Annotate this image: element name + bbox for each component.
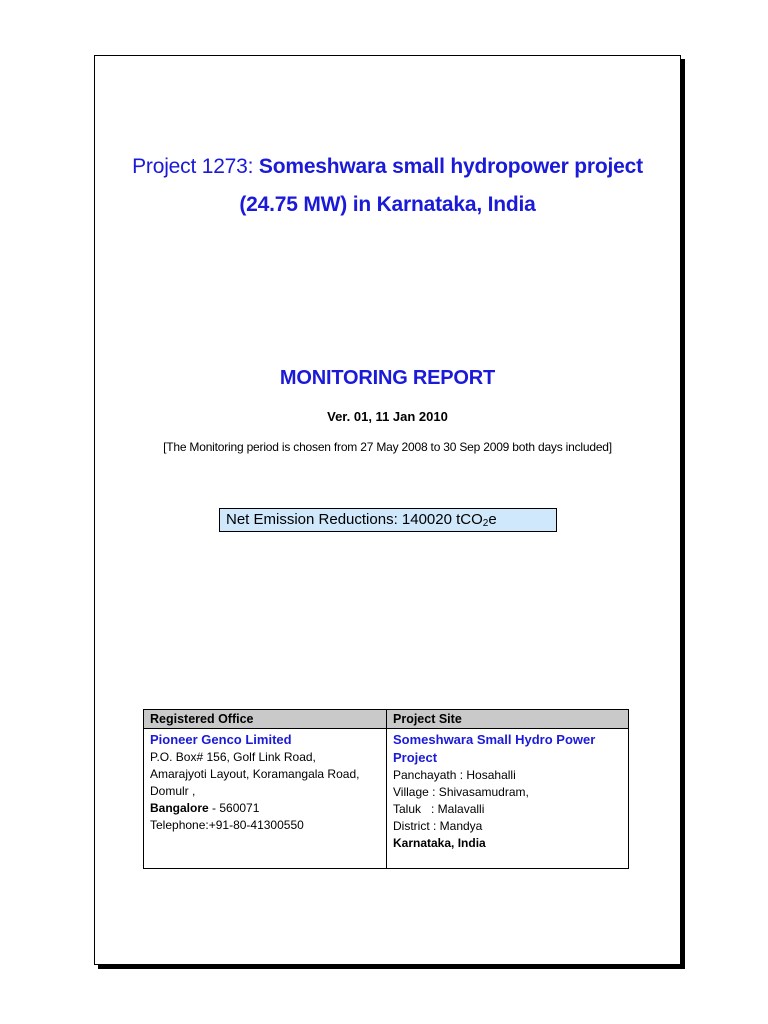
registered-office-header: Registered Office bbox=[144, 710, 387, 729]
project-site-cell bbox=[387, 729, 629, 869]
registered-office-telephone: Telephone:+91-80-41300550 bbox=[150, 818, 304, 832]
address-table bbox=[143, 709, 629, 869]
registered-office-cell bbox=[144, 729, 387, 869]
net-emission-reductions-label: Net Emission Reductions: 140020 tCO bbox=[226, 511, 483, 528]
registered-office-address-2: Amarajyoti Layout, Koramangala Road, bbox=[150, 767, 360, 781]
table-header-row bbox=[144, 710, 629, 729]
project-site-header: Project Site bbox=[387, 710, 629, 729]
co2-subscript: 2 bbox=[482, 518, 489, 529]
project-site-panchayath: Panchayath : Hosahalli bbox=[393, 768, 516, 782]
co2-suffix: e bbox=[488, 511, 497, 528]
registered-office-address-1: P.O. Box# 156, Golf Link Road, bbox=[150, 750, 316, 764]
registered-office-city: Bangalore bbox=[150, 801, 209, 815]
document-page bbox=[94, 55, 681, 965]
report-version: Ver. 01, 11 Jan 2010 bbox=[327, 409, 448, 424]
project-site-state: Karnataka, India bbox=[393, 836, 486, 850]
project-site-taluk: Taluk : Malavalli bbox=[393, 802, 485, 816]
project-site-village: Village : Shivasamudram, bbox=[393, 785, 529, 799]
project-number: Project 1273: bbox=[132, 155, 259, 178]
registered-office-city-line bbox=[150, 800, 380, 817]
project-title-line-1 bbox=[95, 148, 680, 186]
project-site-name: Someshwara Small Hydro Power Project bbox=[393, 732, 596, 765]
project-title bbox=[95, 148, 680, 224]
project-name: Someshwara small hydropower project bbox=[258, 155, 643, 178]
registered-office-name: Pioneer Genco Limited bbox=[150, 732, 292, 747]
registered-office-address-3: Domulr , bbox=[150, 784, 196, 798]
monitoring-period-note: [The Monitoring period is chosen from 27 May 2008 to 30 Sep 2009 both days included] bbox=[163, 440, 612, 454]
table-row bbox=[144, 729, 629, 869]
registered-office-pin: - 560071 bbox=[208, 801, 260, 815]
net-emission-reductions-box bbox=[219, 508, 557, 532]
project-title-line-2: (24.75 MW) in Karnataka, India bbox=[239, 193, 536, 216]
report-heading: MONITORING REPORT bbox=[279, 367, 496, 389]
project-site-district: District : Mandya bbox=[393, 819, 483, 833]
